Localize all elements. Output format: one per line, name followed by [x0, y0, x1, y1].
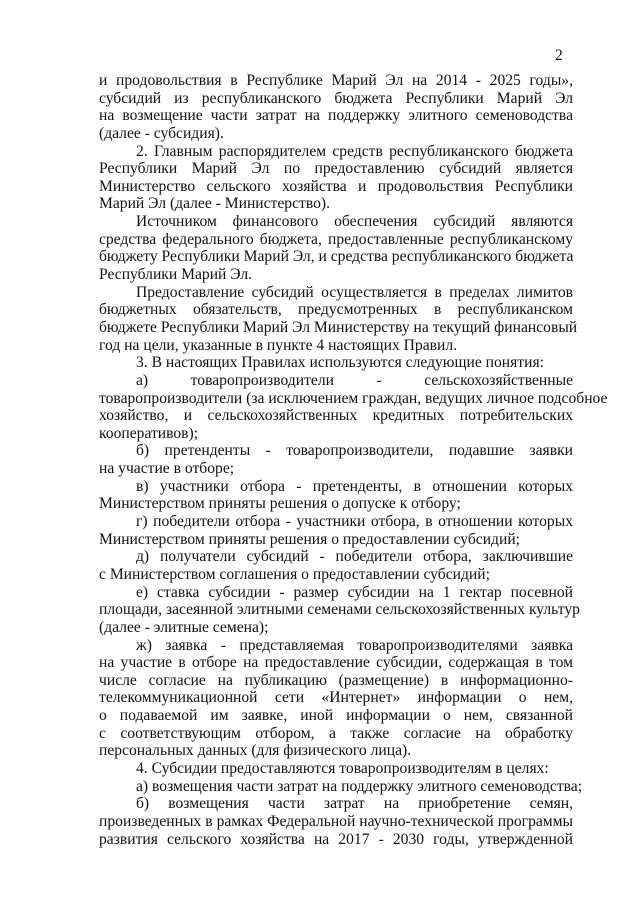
text-line: а) возмещения части затрат на поддержку элитного семеноводства;	[136, 777, 583, 795]
text-line: Министерством приняты решения о предоставлении субсидий;	[99, 530, 520, 548]
text-line: площади, засеянной элитными семенами сельскохозяйственных культур	[99, 601, 580, 619]
text-line: кооперативов);	[99, 424, 199, 442]
text-line: б) возмещения части затрат на приобретение семян,	[136, 795, 573, 813]
text-line: телекоммуникационной сети «Интернет» информации о нем,	[99, 689, 573, 707]
text-line: Министерство сельского хозяйства и продовольствия Республики	[99, 177, 573, 195]
text-line: 4. Субсидии предоставляются товаропроизводителям в целях:	[136, 759, 549, 777]
text-line: Предоставление субсидий осуществляется в пределах лимитов	[136, 283, 573, 301]
text-line: д) получатели субсидий - победители отбора, заключившие	[136, 548, 573, 566]
text-line: товаропроизводители (за исключением граждан, ведущих личное подсобное	[99, 389, 608, 407]
text-line: на участие в отборе;	[99, 460, 235, 478]
text-line: год на цели, указанные в пункте 4 настоящих Правил.	[99, 336, 458, 354]
text-line: с соответствующим отбором, а также согласие на обработку	[99, 724, 573, 742]
text-line: о подаваемой им заявке, иной информации о нем, связанной	[99, 707, 573, 725]
text-line: средства федерального бюджета, предоставленные республиканскому	[99, 230, 573, 248]
text-line: е) ставка субсидии - размер субсидии на 1 гектар посевной	[136, 583, 573, 601]
text-line: Марий Эл (далее - Министерство).	[99, 195, 330, 213]
text-line: субсидий из республиканского бюджета Республики Марий Эл	[99, 89, 573, 107]
text-line: Источником финансового обеспечения субсидий являются	[136, 213, 573, 231]
text-line: Республики Марий Эл.	[99, 266, 253, 284]
text-line: Республики Марий Эл по предоставлению субсидий является	[99, 160, 573, 178]
text-line: с Министерством соглашения о предоставлении субсидий;	[99, 565, 490, 583]
text-line: произведенных в рамках Федеральной научно-технической программы	[99, 812, 573, 830]
text-line: бюджетных обязательств, предусмотренных в республиканском	[99, 301, 573, 319]
text-line: на участие в отборе на предоставление субсидии, содержащая в том	[99, 654, 573, 672]
text-line: бюджете Республики Марий Эл Министерству на текущий финансовый	[99, 318, 578, 336]
text-line: г) победители отбора - участники отбора, в отношении которых	[136, 513, 573, 531]
text-line: (далее - элитные семена);	[99, 618, 269, 636]
page-number: 2	[555, 47, 563, 64]
text-line: а) товаропроизводители - сельскохозяйственные	[136, 371, 573, 389]
text-line: б) претенденты - товаропроизводители, подавшие заявки	[136, 442, 573, 460]
text-line: Министерством приняты решения о допуске к отбору;	[99, 495, 461, 513]
document-body	[99, 72, 608, 848]
text-line: ж) заявка - представляемая товаропроизводителями заявка	[136, 636, 573, 654]
text-line: персональных данных (для физического лица).	[99, 742, 412, 760]
text-line: на возмещение части затрат на поддержку элитного семеноводства	[99, 107, 573, 125]
text-line: и продовольствия в Республике Марий Эл на 2014 - 2025 годы»,	[99, 72, 573, 89]
text-line: в) участники отбора - претенденты, в отношении которых	[136, 477, 573, 495]
text-line: 2. Главным распорядителем средств республиканского бюджета	[136, 142, 573, 160]
text-line: 3. В настоящих Правилах используются следующие понятия:	[136, 354, 544, 372]
text-line: развития сельского хозяйства на 2017 - 2030 годы, утвержденной	[99, 830, 573, 848]
text-line: бюджету Республики Марий Эл, и средства республиканского бюджета	[99, 248, 574, 266]
text-line: числе согласие на публикацию (размещение) в информационно-	[99, 671, 573, 689]
text-line: хозяйство, и сельскохозяйственных кредитных потребительских	[99, 407, 573, 425]
text-line: (далее - субсидия).	[99, 124, 224, 142]
